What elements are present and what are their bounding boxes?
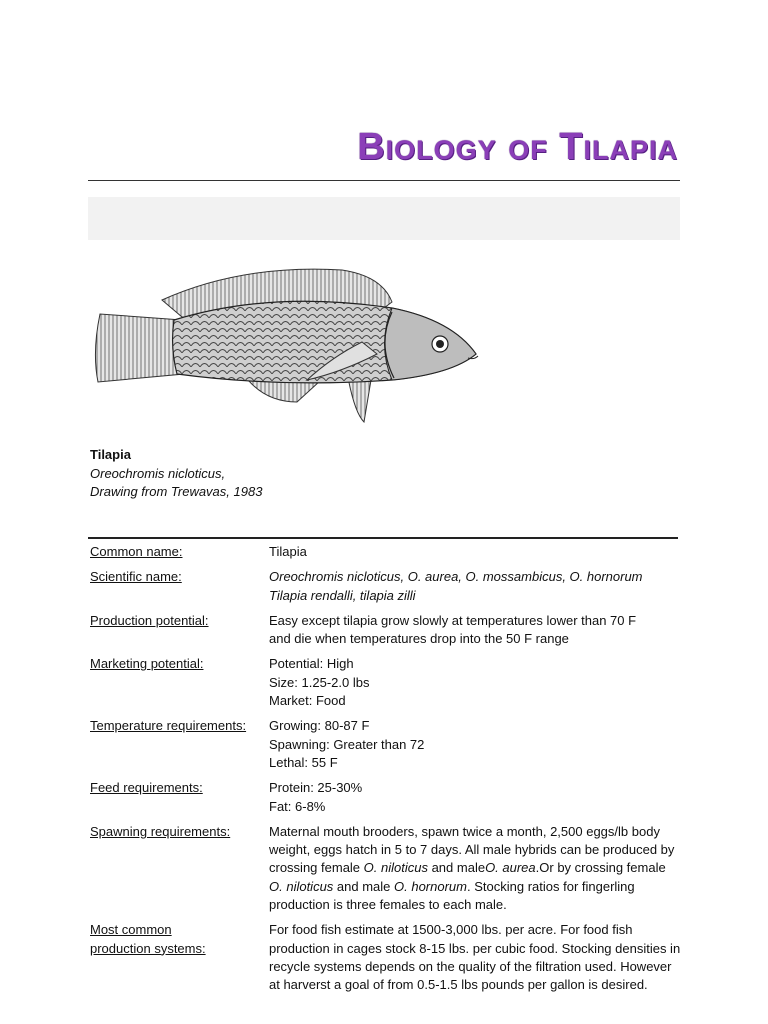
- label-marketing-potential: Marketing potential:: [90, 656, 204, 672]
- value-feed-fat: Fat: 6-8%: [269, 798, 326, 814]
- value-production-systems: For food fish estimate at 1500-3,000 lbs. per acre. For food fish production in cages stock 8-15 lbs. per cubic food. Stocking densities in recycle systems depends on the quality of the filtration used. However at harverst a goal of from 0.5-1.5 lbs pounds per gallon is desired.: [269, 922, 681, 993]
- value-scientific-name-1: Oreochromis nicloticus, O. aurea, O. mossambicus, O. hornorum: [269, 569, 643, 585]
- spawning-text-5: . Stocking ratios for fingerling production is three females to each male.: [269, 878, 635, 913]
- value-common-name: Tilapia: [269, 544, 307, 559]
- table-divider: [88, 537, 678, 539]
- value-spawning-requirements: [269, 823, 682, 921]
- label-production-systems-2: production systems:: [90, 940, 206, 956]
- value-temp-spawning: Spawning: Greater than 72: [269, 736, 425, 752]
- value-marketing-potential: Potential: High: [269, 656, 354, 672]
- label-temperature-requirements: Temperature requirements:: [90, 718, 247, 734]
- caption-source: Drawing from Trewavas, 1983: [90, 484, 263, 499]
- label-common-name: Common name:: [90, 544, 183, 559]
- spawning-species-2: O. aurea: [485, 860, 536, 876]
- row-spawning-requirements: [88, 823, 682, 921]
- value-marketing-size: Size: 1.25-2.0 lbs: [269, 674, 370, 690]
- spawning-text-1: Maternal mouth brooders, spawn twice a month, 2,500 eggs/lb body weight, eggs hatch in 5 to 7 days. All male hybrids can be produced by crossing female: [269, 823, 675, 876]
- label-feed-requirements: Feed requirements:: [90, 780, 203, 796]
- title-divider: [88, 180, 680, 181]
- label-scientific-name: Scientific name:: [90, 569, 182, 585]
- row-scientific-name: [88, 568, 682, 612]
- value-marketing-market: Market: Food: [269, 693, 346, 709]
- value-temp-lethal: Lethal: 55 F: [269, 754, 338, 770]
- label-production-potential: Production potential:: [90, 612, 209, 628]
- label-production-systems-1: Most common: [90, 922, 172, 938]
- row-temperature-requirements: [88, 717, 682, 779]
- row-production-potential: [88, 612, 682, 656]
- row-marketing-potential: [88, 655, 682, 717]
- spawning-text-4: and male: [333, 878, 395, 894]
- value-production-potential-2: and die when temperatures drop into the 50 F range: [269, 631, 569, 647]
- value-scientific-name-2: Tilapia rendalli, tilapia zilli: [269, 587, 416, 603]
- caption-scientific-name: Oreochromis nicloticus,: [90, 465, 226, 481]
- caption-common-name: Tilapia: [90, 447, 131, 462]
- value-temp-growing: Growing: 80-87 F: [269, 718, 370, 734]
- species-info-table: [88, 543, 682, 1002]
- spawning-species-1: O. niloticus: [363, 860, 428, 876]
- spawning-species-4: O. hornorum: [394, 878, 467, 894]
- tilapia-illustration: [92, 262, 482, 432]
- spawning-text-3: .Or by crossing female: [535, 860, 666, 876]
- row-production-systems: [88, 921, 682, 1001]
- spawning-text-2: and male: [427, 860, 486, 876]
- row-feed-requirements: [88, 779, 682, 823]
- spawning-species-3: O. niloticus: [269, 878, 334, 894]
- page-title: Biology of Tilapia: [357, 126, 678, 168]
- figure-caption: [90, 446, 262, 502]
- row-common-name: [88, 543, 682, 568]
- value-production-potential-1: Easy except tilapia grow slowly at temperatures lower than 70 F: [269, 612, 637, 628]
- label-spawning-requirements: Spawning requirements:: [90, 823, 231, 839]
- value-feed-protein: Protein: 25-30%: [269, 780, 363, 796]
- header-band: [88, 197, 680, 240]
